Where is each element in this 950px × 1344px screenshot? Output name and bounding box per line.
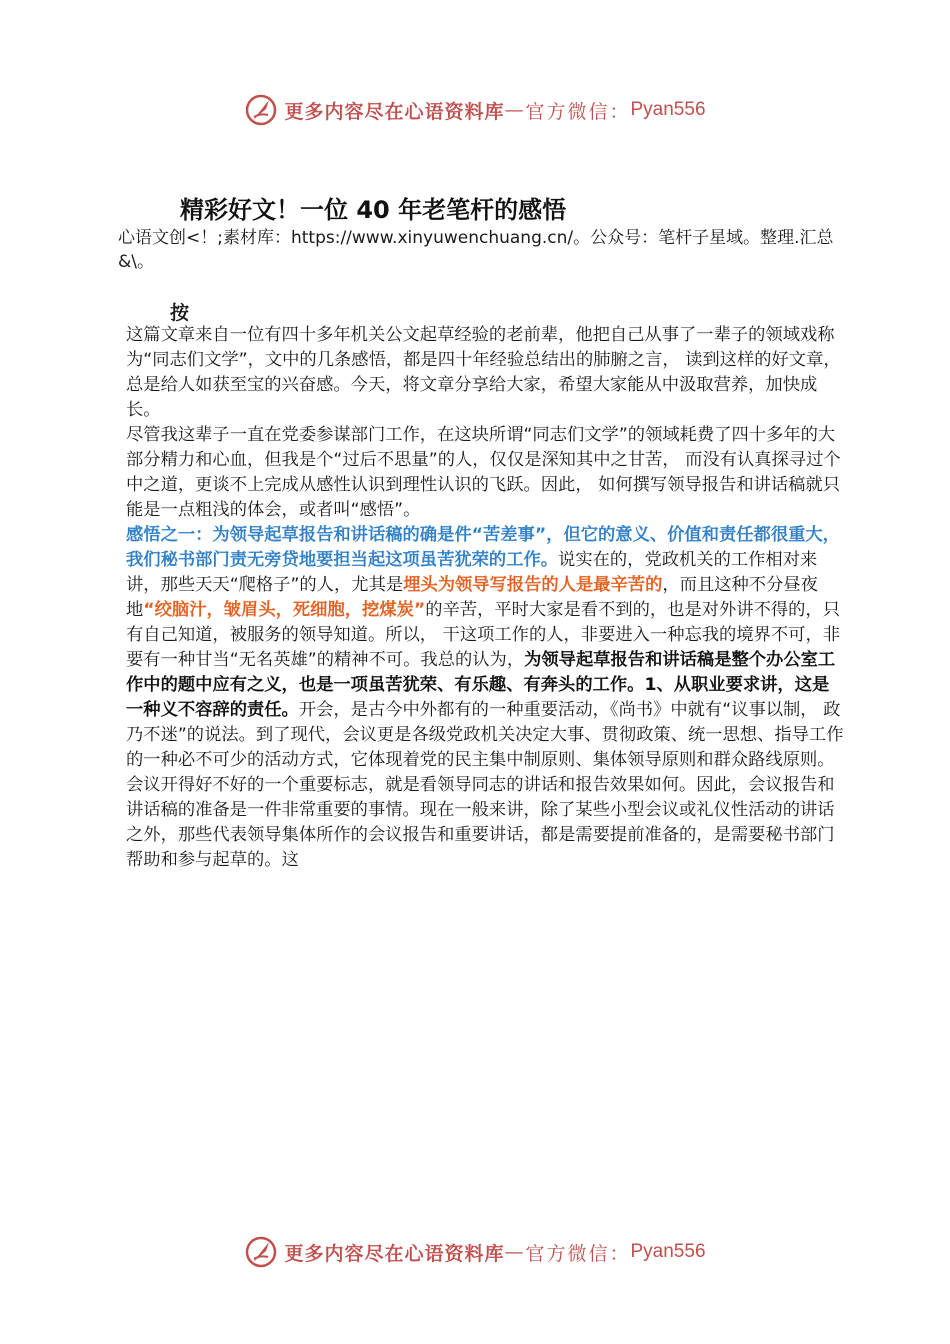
an-heading: 按 xyxy=(170,302,190,324)
banner-label: 官方微信： xyxy=(525,100,631,123)
insight-text-d: 开会，是古今中外都有的一种重要活动，《尚书》中就有“议事以制， 政乃不迷”的说法。到了现代，会议更是各级党政机关决定大事、贯彻政策、统一思想、指导工作的一种必不可少的活动方式，它体现着党的民主集中制原则、集体领导原则和群众路线原则。会议开得好不好的一个重要标志，就是看领导同志的讲话和报告效果如何。因此，会议报告和讲话稿的准备是一件非常重要的事情。现在一般来讲，除了某些小型会议或礼仪性活动的讲话之外，那些代表领导集体所作的会议报告和重要讲话，都是需要提前准备的，是需要秘书部门帮助和参与起草的。这 xyxy=(126,700,844,870)
footer-dash: — xyxy=(504,1241,526,1263)
quill-logo-icon xyxy=(244,1235,278,1269)
insight-bold-statement: 为领导起草报告和讲话稿是整个办公室工作中的题中应有之义，也是一项虽苦犹荣、有乐趣、有奔头的工作。1、从职业要求讲，这是一种义不容辞的责任。 xyxy=(126,650,836,720)
footer-label: 官方微信： xyxy=(525,1242,631,1265)
source-line: 心语文创<！;素材库：https://www.xinyuwenchuang.cn/。公众号：笔杆子星域。整理.汇总&\。 xyxy=(118,228,834,272)
insight-text-c: 的辛苦，平时大家是看不到的，也是对外讲不得的，只有自己知道，被服务的领导知道。所以， 干这项工作的人，非要进入一种忘我的境界不可，非要有一种甘当“无名英雄”的精神不可。我总的认为， xyxy=(126,600,841,670)
quill-logo-icon xyxy=(244,93,278,127)
paragraph-background: 尽管我这辈子一直在党委参谋部门工作，在这块所谓“同志们文学”的领域耗费了四十多年的大部分精力和心血，但我是个“过后不思量”的人，仅仅是深知其中之甘苦， 而没有认真探寻过个中之道，更谈不上完成从感性认识到理性认识的飞跃。因此， 如何撰写领导报告和讲话稿就只能是一点粗浅的体会，或者叫“感悟”。 xyxy=(126,425,841,520)
article-title: 精彩好文！一位 40 年老笔杆的感悟 xyxy=(180,196,567,224)
insight-highlight-1: 埋头为领导写报告的人是最辛苦的 xyxy=(403,575,663,595)
footer-banner xyxy=(0,1232,950,1272)
insight-text-a: 说实在的，党政机关的工作相对来讲，那些天天“爬格子”的人，尤其是 xyxy=(126,550,818,595)
paragraph-intro: 这篇文章来自一位有四十多年机关公文起草经验的老前辈，他把自己从事了一辈子的领域戏称为“同志们文学”，文中的几条感悟，都是四十年经验总结出的肺腑之言， 读到这样的好文章，总是给人如获至宝的兴奋感。今天，将文章分享给大家，希望大家能从中汲取营养，加快成长。 xyxy=(126,325,841,420)
insight-heading: 感悟之一：为领导起草报告和讲话稿的确是件“苦差事”，但它的意义、价值和责任都很重大，我们秘书部门责无旁贷地要担当起这项虽苦犹荣的工作。 xyxy=(126,525,840,570)
banner-dash: — xyxy=(504,99,526,121)
banner-slogan: 更多内容尽在心语资料库 xyxy=(284,100,505,123)
insight-text-b: ，而且这种不分昼夜地 xyxy=(126,575,818,620)
header-banner xyxy=(0,90,950,130)
banner-wechat-id: Pyan556 xyxy=(630,99,706,120)
article-body xyxy=(126,323,846,873)
insight-highlight-2: “绞脑汁，皱眉头，死细胞，挖煤炭” xyxy=(143,600,426,620)
footer-wechat-id: Pyan556 xyxy=(630,1241,706,1262)
footer-slogan: 更多内容尽在心语资料库 xyxy=(284,1242,505,1265)
paragraph-insight-one xyxy=(126,523,846,873)
